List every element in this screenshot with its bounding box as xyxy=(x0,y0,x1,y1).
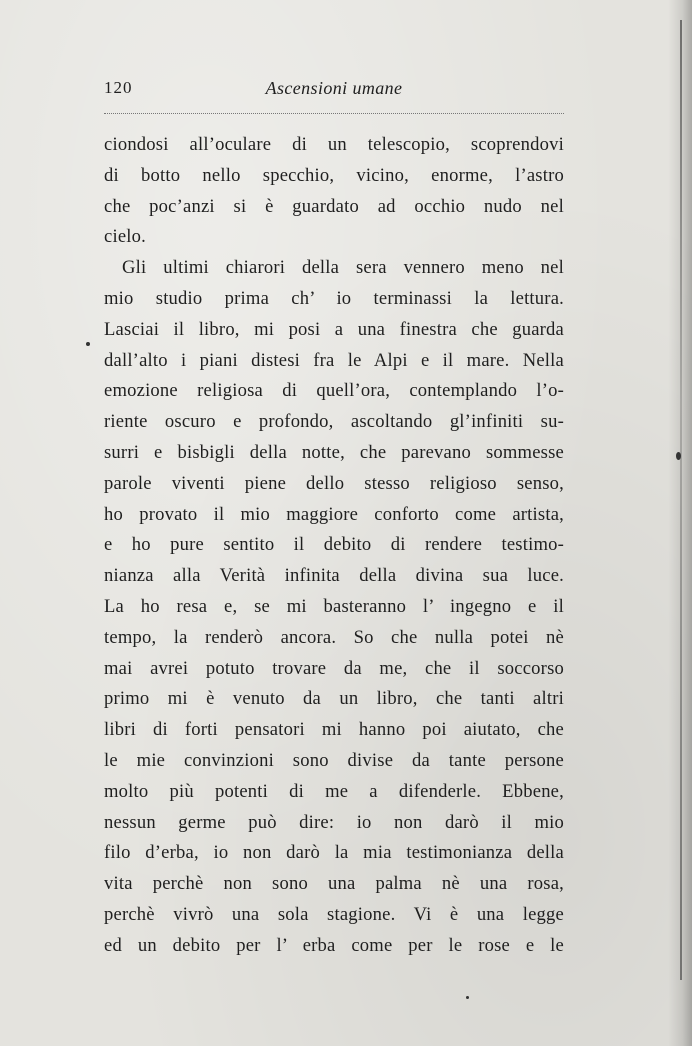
page-number: 120 xyxy=(104,78,133,97)
ink-speck xyxy=(676,452,681,460)
text-line: perchè vivrò una sola stagione. Vi è una legge xyxy=(104,903,564,925)
text-line: emozione religiosa di quell’ora, contemplando l’o- xyxy=(104,380,564,402)
running-header xyxy=(104,78,564,106)
text-line: tempo, la renderò ancora. So che nulla potei nè xyxy=(104,626,564,648)
text-line: ed un debito per l’ erba come per le rose e le xyxy=(104,934,564,956)
text-line: Gli ultimi chiarori della sera vennero meno nel xyxy=(122,257,564,279)
text-line: molto più potenti di me a difenderle. Ebbene, xyxy=(104,780,564,802)
text-line: mai avrei potuto trovare da me, che il soccorso xyxy=(104,657,564,679)
text-line: surri e bisbigli della notte, che parevano sommesse xyxy=(104,441,564,463)
text-line: e ho pure sentito il debito di rendere testimo- xyxy=(104,534,564,556)
text-line: di botto nello specchio, vicino, enorme, l’astro xyxy=(104,164,564,186)
text-line: ciondosi all’oculare di un telescopio, scoprendovi xyxy=(104,134,564,155)
text-line: nessun germe può dire: io non darò il mio xyxy=(104,811,564,833)
text-line: primo mi è venuto da un libro, che tanti altri xyxy=(104,688,564,710)
text-line: nianza alla Verità infinita della divina sua luce. xyxy=(104,565,564,587)
running-title: Ascensioni umane xyxy=(265,78,403,98)
text-line: le mie convinzioni sono divise da tante persone xyxy=(104,749,564,771)
text-line: ho provato il mio maggiore conforto come artista, xyxy=(104,503,564,525)
ink-speck xyxy=(86,342,90,346)
body-text xyxy=(104,130,564,962)
ink-speck xyxy=(466,996,469,999)
text-line: parole viventi piene dello stesso religioso senso, xyxy=(104,472,564,494)
binding-edge-line xyxy=(680,20,682,980)
text-line: Lasciai il libro, mi posi a una finestra che guarda xyxy=(104,318,564,340)
text-line: vita perchè non sono una palma nè una rosa, xyxy=(104,873,564,895)
text-line: cielo. xyxy=(104,226,146,248)
text-line: libri di forti pensatori mi hanno poi aiutato, che xyxy=(104,719,564,741)
text-line: mio studio prima ch’ io terminassi la lettura. xyxy=(104,287,564,309)
header-rule xyxy=(104,113,564,114)
text-line: che poc’anzi si è guardato ad occhio nudo nel xyxy=(104,195,564,217)
text-line: riente oscuro e profondo, ascoltando gl’infiniti su- xyxy=(104,411,564,433)
text-line: La ho resa e, se mi basteranno l’ ingegno e il xyxy=(104,595,564,617)
text-line: filo d’erba, io non darò la mia testimonianza della xyxy=(104,842,564,864)
text-line: dall’alto i piani distesi fra le Alpi e il mare. Nella xyxy=(104,349,564,371)
